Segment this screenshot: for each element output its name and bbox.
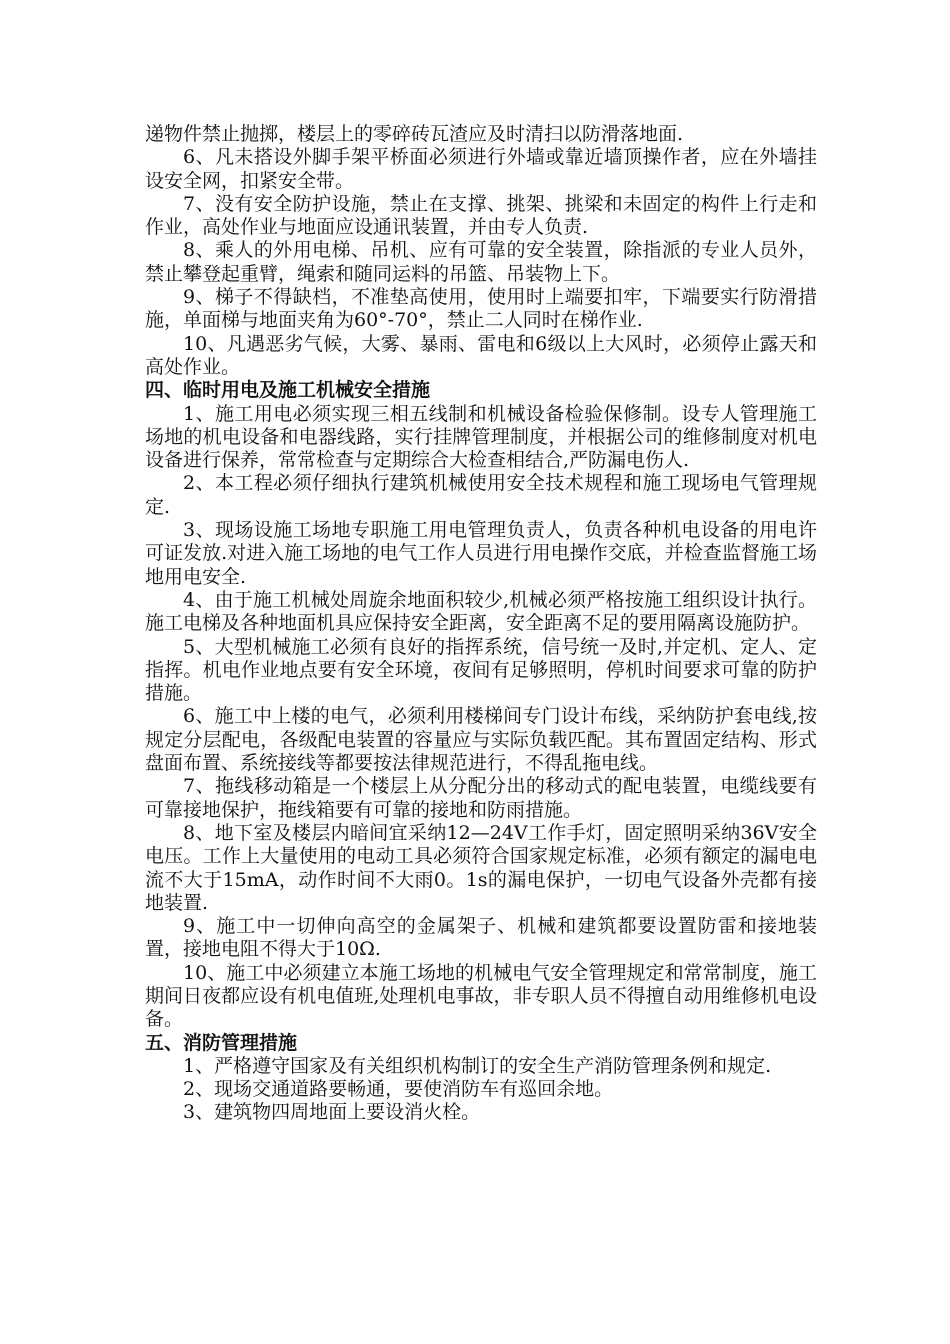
paragraph-s3-item-7: 7、没有安全防护设施，禁止在支撑、挑架、挑梁和未固定的构件上行走和作业，高处作业与地面应设通讯装置，并由专人负责. [145, 192, 817, 239]
paragraph-s3-item-10: 10、凡遇恶劣气候，大雾、暴雨、雷电和6级以上大风时，必须停止露天和高处作业。 [145, 332, 817, 378]
paragraph-s4-item-6: 6、施工中上楼的电气，必须利用楼梯间专门设计布线，采纳防护套电线,按规定分层配电，各级配电装置的容量应与实际负载匹配。其布置固定结构、形式盘面布置、系统接线等都要按法律规范进行，不得乱拖电线。 [145, 705, 817, 775]
paragraph-s4-item-7: 7、拖线移动箱是一个楼层上从分配分出的移动式的配电装置，电缆线要有可靠接地保护，拖线箱要有可靠的接地和防雨措施。 [145, 775, 817, 821]
paragraph-s4-item-9: 9、施工中一切伸向高空的金属架子、机械和建筑都要设置防雷和接地装置，接地电阻不得大于10Ω. [145, 915, 817, 961]
paragraph-s4-item-5: 5、大型机械施工必须有良好的指挥系统，信号统一及时,并定机、定人、定指挥。机电作业地点要有安全环境，夜间有足够照明，停机时间要求可靠的防护措施。 [145, 635, 817, 705]
paragraph-s3-item-6: 6、凡未搭设外脚手架平桥面必须进行外墙或靠近墙顶操作者，应在外墙挂设安全网，扣紧安全带。 [145, 146, 817, 192]
paragraph-s3-item-8: 8、乘人的外用电梯、吊机、应有可靠的安全装置，除指派的专业人员外，禁止攀登起重臂，绳索和随同运料的吊篮、吊装物上下。 [145, 239, 817, 285]
section-heading-5: 五、消防管理措施 [145, 1031, 298, 1054]
paragraph-s4-item-3: 3、现场设施工场地专职施工用电管理负责人，负责各种机电设备的用电许可证发放.对进入施工场地的电气工作人员进行用电操作交底，并检查监督施工场地用电安全. [145, 519, 817, 588]
paragraph-lead: 递物件禁止抛掷，楼层上的零碎砖瓦渣应及时清扫以防滑落地面. [145, 123, 684, 145]
paragraph-s4-item-10: 10、施工中必须建立本施工场地的机械电气安全管理规定和常常制度，施工期间日夜都应设有机电值班,处理机电事故，非专职人员不得擅自动用维修机电设备。 [145, 961, 817, 1031]
paragraph-s4-item-2: 2、本工程必须仔细执行建筑机械使用安全技术规程和施工现场电气管理规定. [145, 472, 817, 518]
paragraph-s4-item-4: 4、由于施工机械处周旋余地面积较少,机械必须严格按施工组织设计执行。施工电梯及各种地面机具应保持安全距离，安全距离不足的要用隔离设施防护。 [145, 588, 817, 635]
paragraph-s3-item-9: 9、梯子不得缺档，不准垫高使用，使用时上端要扣牢，下端要实行防滑措施，单面梯与地面夹角为60°-70°，禁止二人同时在梯作业. [145, 286, 817, 332]
paragraph-s4-item-1: 1、施工用电必须实现三相五线制和机械设备检验保修制。设专人管理施工场地的机电设备和电器线路，实行挂牌管理制度，并根据公司的维修制度对机电设备进行保养，常常检查与定期综合大检查相结合,严防漏电伤人. [145, 402, 817, 472]
section-heading-4: 四、临时用电及施工机械安全措施 [145, 379, 431, 402]
paragraph-s5-item-1: 1、严格遵守国家及有关组织机构制订的安全生产消防管理条例和规定. [183, 1054, 772, 1077]
paragraph-s5-item-2: 2、现场交通道路要畅通，要使消防车有巡回余地。 [183, 1078, 614, 1101]
document-page [145, 123, 817, 1125]
paragraph-s4-item-8: 8、地下室及楼层内暗间宜采纳12—24V工作手灯，固定照明采纳36V安全电压。工作上大量使用的电动工具必须符合国家规定标准，必须有额定的漏电电流不大于15mA，动作时间不大雨0。1s的漏电保护，一切电气设备外壳都有接地装置. [145, 821, 817, 914]
paragraph-s5-item-3: 3、建筑物四周地面上要设消火栓。 [183, 1101, 481, 1124]
